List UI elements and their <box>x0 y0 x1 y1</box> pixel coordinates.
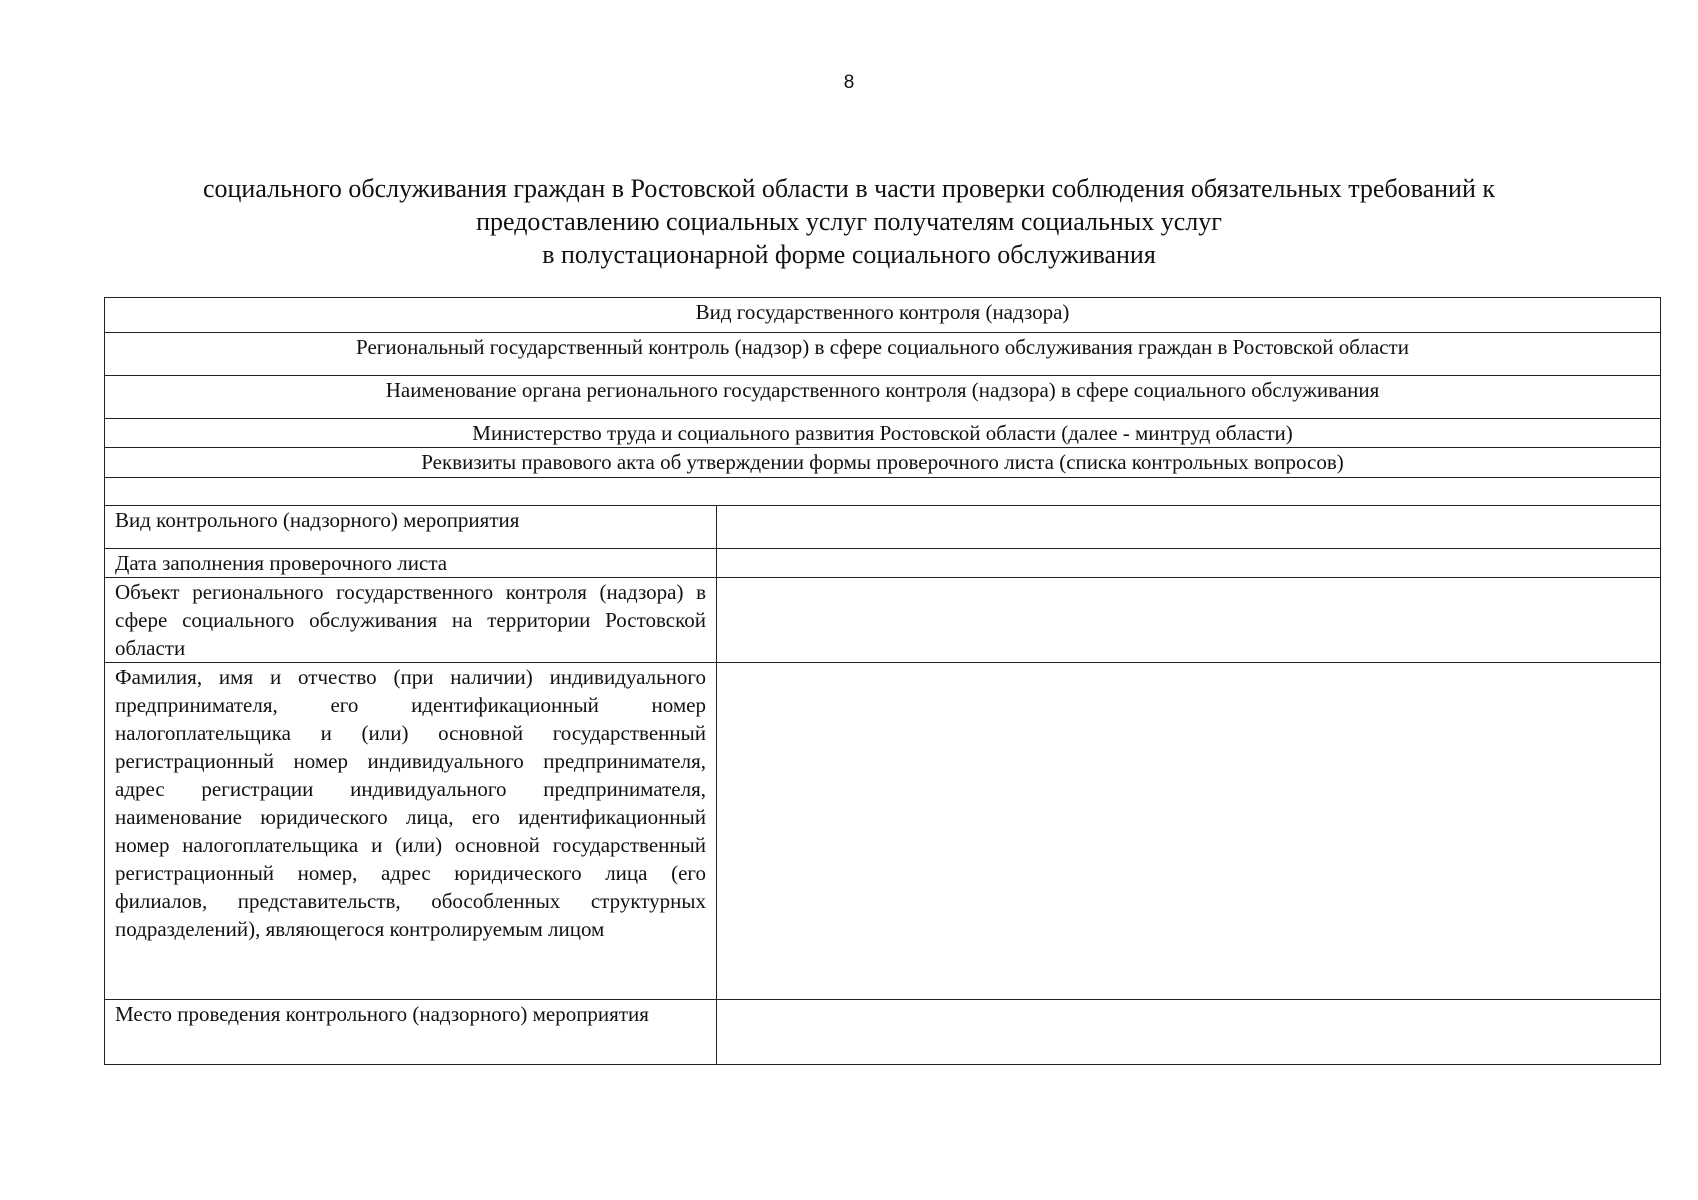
form-row-event-location <box>105 1000 1661 1065</box>
title-line-2: предоставлению социальных услуг получателям социальных услуг <box>476 207 1222 236</box>
form-label: Место проведения контрольного (надзорного) мероприятия <box>105 1000 717 1065</box>
header-row-authority-label <box>105 376 1661 419</box>
form-label: Вид контрольного (надзорного) мероприятия <box>105 506 717 549</box>
form-row-event-type <box>105 506 1661 549</box>
header-row-control-type-label <box>105 298 1661 333</box>
form-label: Объект регионального государственного контроля (надзора) в сфере социального обслуживания на территории Ростовской области <box>105 578 717 663</box>
form-label: Дата заполнения проверочного листа <box>105 549 717 578</box>
header-cell: Министерство труда и социального развития Ростовской области (далее - минтруд области) <box>105 419 1661 448</box>
header-row-legal-act-value <box>105 478 1661 506</box>
header-cell: Региональный государственный контроль (надзор) в сфере социального обслуживания граждан в Ростовской области <box>105 333 1661 376</box>
form-value-field[interactable] <box>717 1000 1661 1065</box>
checklist-form-table <box>104 297 1661 1065</box>
header-row-authority-value <box>105 419 1661 448</box>
header-cell: Наименование органа регионального государственного контроля (надзора) в сфере социального обслуживания <box>105 376 1661 419</box>
header-cell-empty <box>105 478 1661 506</box>
document-title <box>104 172 1594 271</box>
header-cell: Вид государственного контроля (надзора) <box>105 298 1661 333</box>
form-label: Фамилия, имя и отчество (при наличии) индивидуального предпринимателя, его идентификационный номер налогоплательщика и (или) основной государственный регистрационный номер индивидуального предпринимателя, адрес регистрации индивидуального предпринимателя, наименование юридического лица, его идентификационный номер налогоплательщика и (или) основной государственный регистрационный номер, адрес юридического лица (его филиалов, представительств, обособленных структурных подразделений), являющегося контролируемым лицом <box>105 663 717 1000</box>
header-row-legal-act-label <box>105 448 1661 478</box>
form-row-controlled-person <box>105 663 1661 1000</box>
form-row-fill-date <box>105 549 1661 578</box>
page-number: 8 <box>843 72 855 93</box>
title-line-3: в полустационарной форме социального обслуживания <box>542 240 1156 269</box>
form-row-control-object <box>105 578 1661 663</box>
header-row-control-type-value <box>105 333 1661 376</box>
header-cell: Реквизиты правового акта об утверждении формы проверочного листа (списка контрольных вопросов) <box>105 448 1661 478</box>
form-value-field[interactable] <box>717 549 1661 578</box>
form-value-field[interactable] <box>717 578 1661 663</box>
title-line-1: социального обслуживания граждан в Ростовской области в части проверки соблюдения обязательных требований к <box>202 174 1496 203</box>
form-value-field[interactable] <box>717 506 1661 549</box>
form-value-field[interactable] <box>717 663 1661 1000</box>
